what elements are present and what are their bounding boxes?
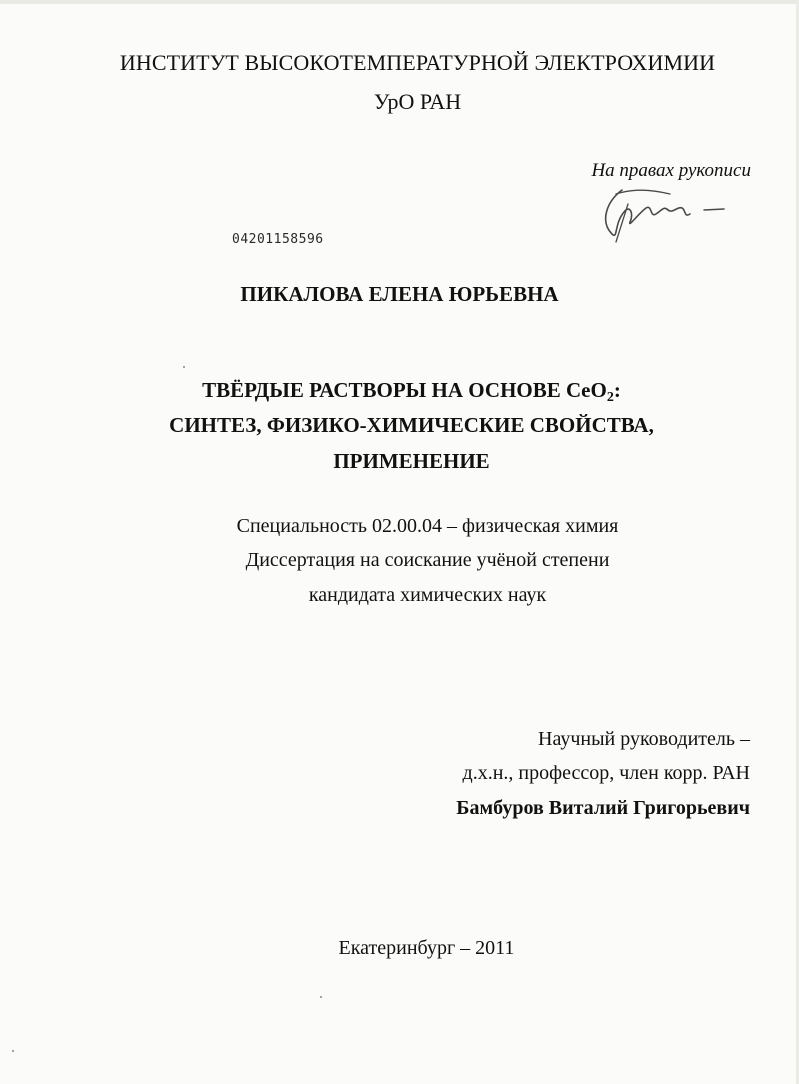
city-year: Екатеринбург – 2011 [338, 937, 515, 959]
scan-speck [320, 996, 322, 998]
catalog-number: 04201158596 [232, 232, 324, 247]
degree-line-2: кандидата химических наук [308, 584, 547, 606]
scan-speck [12, 1050, 14, 1052]
title-line-1 [12, 378, 799, 406]
supervisor-credentials: д.х.н., профессор, член корр. РАН [462, 762, 750, 784]
specialty-line: Специальность 02.00.04 – физическая химия [236, 515, 619, 537]
scan-edge-top [0, 0, 799, 4]
title-line-2: СИНТЕЗ, ФИЗИКО-ХИМИЧЕСКИЕ СВОЙСТВА, [169, 413, 654, 437]
scan-speck [183, 366, 185, 368]
supervisor-label: Научный руководитель – [538, 728, 750, 750]
institute-branch: УрО РАН [373, 89, 462, 114]
handwritten-signature [594, 184, 754, 244]
title-line-3: ПРИМЕНЕНИЕ [333, 449, 490, 473]
author-name: ПИКАЛОВА ЕЛЕНА ЮРЬЕВНА [240, 282, 559, 306]
degree-line-1: Диссертация на соискание учёной степени [245, 549, 610, 571]
rights-note: На правах рукописи [591, 160, 751, 181]
institute-name: ИНСТИТУТ ВЫСОКОТЕМПЕРАТУРНОЙ ЭЛЕКТРОХИМИИ [119, 50, 716, 75]
supervisor-name: Бамбуров Виталий Григорьевич [456, 797, 750, 819]
title-line-1-suffix: : [613, 378, 621, 402]
title-line-1-subscript: 2 [606, 390, 614, 405]
title-line-1-text: ТВЁРДЫЕ РАСТВОРЫ НА ОСНОВЕ CeO [202, 378, 607, 402]
